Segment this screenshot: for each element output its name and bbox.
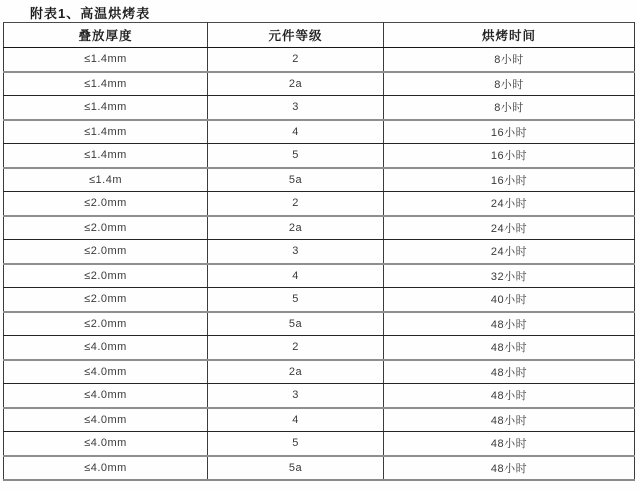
cell-stack-thickness: ≤1.4mm (4, 120, 208, 144)
cell-baking-time: 8小时 (384, 48, 635, 72)
cell-stack-thickness: ≤4.0mm (4, 336, 208, 360)
cell-baking-time: 48小时 (384, 360, 635, 384)
cell-component-grade: 2a (208, 360, 384, 384)
cell-baking-time: 48小时 (384, 456, 635, 480)
table-row (4, 312, 635, 336)
cell-component-grade: 3 (208, 240, 384, 264)
table-row (4, 360, 635, 384)
table-row (4, 408, 635, 432)
cell-component-grade: 5 (208, 432, 384, 456)
table-row (4, 432, 635, 456)
baking-time-table (3, 22, 635, 481)
cell-baking-time: 48小时 (384, 336, 635, 360)
cell-baking-time: 24小时 (384, 240, 635, 264)
cell-baking-time: 24小时 (384, 216, 635, 240)
table-row (4, 216, 635, 240)
cell-baking-time: 16小时 (384, 168, 635, 192)
cell-stack-thickness: ≤2.0mm (4, 264, 208, 288)
cell-component-grade: 2 (208, 192, 384, 216)
cell-baking-time: 48小时 (384, 384, 635, 408)
cell-stack-thickness: ≤4.0mm (4, 384, 208, 408)
cell-component-grade: 4 (208, 120, 384, 144)
table-row (4, 72, 635, 96)
table-row (4, 336, 635, 360)
cell-component-grade: 2 (208, 48, 384, 72)
table-row (4, 48, 635, 72)
header-stack-thickness: 叠放厚度 (4, 23, 208, 48)
cell-stack-thickness: ≤1.4m (4, 168, 208, 192)
cell-stack-thickness: ≤1.4mm (4, 72, 208, 96)
cell-component-grade: 2a (208, 72, 384, 96)
header-component-grade: 元件等级 (208, 23, 384, 48)
cell-stack-thickness: ≤1.4mm (4, 144, 208, 168)
cell-stack-thickness: ≤2.0mm (4, 240, 208, 264)
cell-stack-thickness: ≤1.4mm (4, 96, 208, 120)
cell-component-grade: 2 (208, 336, 384, 360)
cell-baking-time: 16小时 (384, 120, 635, 144)
cell-stack-thickness: ≤4.0mm (4, 456, 208, 480)
cell-stack-thickness: ≤4.0mm (4, 360, 208, 384)
cell-baking-time: 48小时 (384, 432, 635, 456)
cell-baking-time: 40小时 (384, 288, 635, 312)
cell-stack-thickness: ≤2.0mm (4, 312, 208, 336)
cell-baking-time: 16小时 (384, 144, 635, 168)
table-body (4, 48, 635, 480)
table-row (4, 288, 635, 312)
table-row (4, 456, 635, 480)
cell-stack-thickness: ≤1.4mm (4, 48, 208, 72)
table-row (4, 384, 635, 408)
cell-stack-thickness: ≤4.0mm (4, 432, 208, 456)
cell-baking-time: 48小时 (384, 408, 635, 432)
cell-stack-thickness: ≤4.0mm (4, 408, 208, 432)
cell-baking-time: 48小时 (384, 312, 635, 336)
page-title: 附表1、高温烘烤表 (30, 6, 151, 21)
table-row (4, 264, 635, 288)
cell-component-grade: 2a (208, 216, 384, 240)
cell-stack-thickness: ≤2.0mm (4, 288, 208, 312)
cell-component-grade: 4 (208, 408, 384, 432)
cell-component-grade: 5 (208, 288, 384, 312)
cell-component-grade: 5 (208, 144, 384, 168)
table-row (4, 120, 635, 144)
table-row (4, 192, 635, 216)
table-row (4, 144, 635, 168)
cell-baking-time: 8小时 (384, 96, 635, 120)
cell-component-grade: 4 (208, 264, 384, 288)
cell-baking-time: 8小时 (384, 72, 635, 96)
table-row (4, 168, 635, 192)
table-header-row (4, 23, 635, 48)
cell-component-grade: 5a (208, 456, 384, 480)
cell-component-grade: 3 (208, 96, 384, 120)
cell-stack-thickness: ≤2.0mm (4, 216, 208, 240)
cell-stack-thickness: ≤2.0mm (4, 192, 208, 216)
header-baking-time: 烘烤时间 (384, 23, 635, 48)
cell-baking-time: 32小时 (384, 264, 635, 288)
table-row (4, 96, 635, 120)
cell-component-grade: 5a (208, 168, 384, 192)
cell-component-grade: 5a (208, 312, 384, 336)
table-row (4, 240, 635, 264)
cell-baking-time: 24小时 (384, 192, 635, 216)
cell-component-grade: 3 (208, 384, 384, 408)
